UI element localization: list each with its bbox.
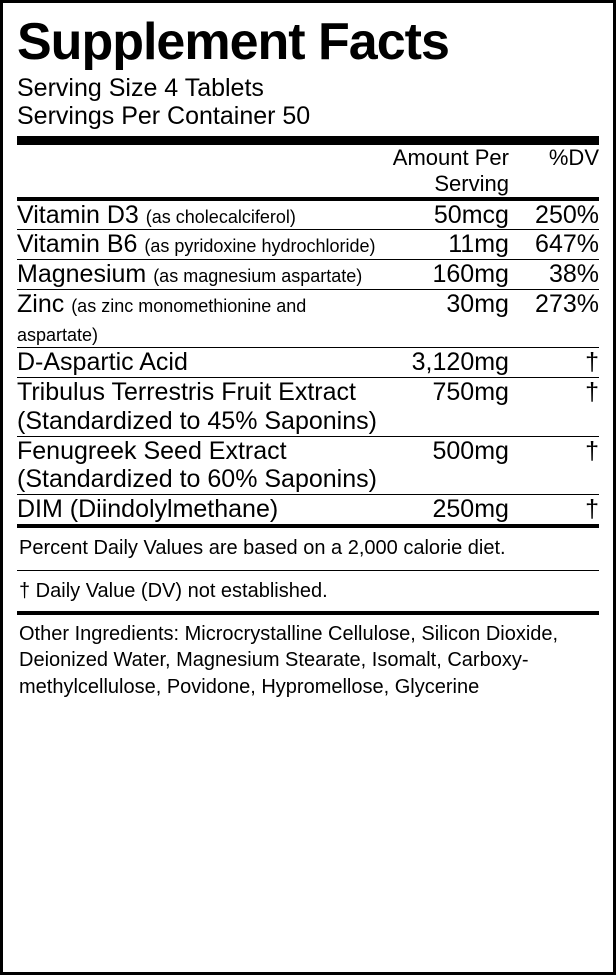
header-amount-per-serving: Amount Per Serving — [392, 144, 509, 196]
nutrient-dv: 38% — [548, 260, 599, 289]
nutrient-dv: † — [585, 348, 599, 377]
nutrient-rows — [17, 378, 599, 436]
footnote-dagger: † Daily Value (DV) not established. — [19, 579, 328, 602]
nutrient-amount: 50mcg — [433, 200, 509, 229]
nutrient-dv: † — [585, 378, 599, 407]
nutrient-amount: 160mg — [432, 260, 509, 289]
nutrient-name: Zinc — [17, 289, 65, 318]
nutrient-amount: 500mg — [432, 436, 509, 465]
nutrient-dv: † — [585, 495, 599, 524]
nutrient-name: DIM (Diindolylmethane) — [17, 495, 279, 524]
nutrient-name: Magnesium — [17, 260, 147, 289]
nutrition-table — [17, 145, 599, 197]
nutrient-source: (as cholecalciferol) — [145, 206, 296, 227]
table-row — [17, 230, 599, 259]
header-percent-dv: %DV — [548, 144, 599, 170]
table-row — [17, 260, 599, 289]
nutrient-source: (Standardized to 45% Saponins) — [17, 406, 377, 435]
nutrient-name-cell — [17, 230, 386, 259]
nutrient-dv: † — [585, 436, 599, 465]
nutrient-rows — [17, 290, 599, 348]
table-row — [17, 201, 599, 230]
nutrient-name: Tribulus Terrestris Fruit Extract — [17, 378, 356, 407]
header-blank — [17, 145, 386, 197]
nutrient-rows — [17, 260, 599, 289]
nutrient-dv: 273% — [535, 289, 599, 318]
nutrient-rows — [17, 201, 599, 230]
nutrient-name-cell — [17, 378, 386, 436]
nutrient-rows — [17, 230, 599, 259]
serving-size: Serving Size 4 Tablets — [17, 73, 264, 102]
page-title: Supplement Facts — [17, 13, 449, 71]
footnote-daily-value: Percent Daily Values are based on a 2,000 calorie diet. — [19, 536, 506, 559]
nutrient-amount: 750mg — [432, 378, 509, 407]
nutrient-rows — [17, 437, 599, 495]
table-row — [17, 378, 599, 436]
nutrient-name: Vitamin D3 — [17, 200, 139, 229]
nutrient-rows — [17, 495, 599, 524]
nutrient-dv: 250% — [535, 200, 599, 229]
nutrient-amount: 30mg — [446, 289, 509, 318]
nutrient-name-cell — [17, 260, 386, 289]
nutrient-amount: 250mg — [432, 495, 509, 524]
table-row — [17, 290, 599, 348]
nutrient-dv: 647% — [535, 230, 599, 259]
table-row — [17, 495, 599, 524]
nutrient-amount: 3,120mg — [411, 348, 509, 377]
table-header-row — [17, 145, 599, 197]
nutrient-rows — [17, 348, 599, 377]
divider-thick-top — [17, 136, 599, 145]
table-row — [17, 437, 599, 495]
nutrient-source: (Standardized to 60% Saponins) — [17, 465, 377, 494]
nutrient-name-cell — [17, 348, 386, 377]
nutrient-amount: 11mg — [448, 230, 509, 259]
nutrient-name-cell — [17, 437, 386, 495]
other-ingredients: Other Ingredients: Microcrystalline Cellulose, Silicon Dioxide, Deionized Water, Magnesium Stearate, Isomalt, Carboxy-methylcellulose, Povidone, Hypromellose, Glycerine — [19, 622, 559, 698]
nutrient-source: (as zinc monomethionine and aspartate) — [17, 295, 307, 345]
nutrient-name: Vitamin B6 — [17, 230, 138, 259]
nutrient-name: Fenugreek Seed Extract — [17, 436, 287, 465]
nutrient-name: D-Aspartic Acid — [17, 348, 188, 377]
nutrient-source: (as magnesium aspartate) — [153, 266, 363, 287]
table-row — [17, 348, 599, 377]
servings-per-container: Servings Per Container 50 — [17, 101, 311, 130]
nutrient-name-cell — [17, 495, 386, 524]
nutrient-source: (as pyridoxine hydrochloride) — [144, 236, 376, 257]
nutrient-name-cell — [17, 290, 386, 348]
nutrient-name-cell — [17, 201, 386, 230]
